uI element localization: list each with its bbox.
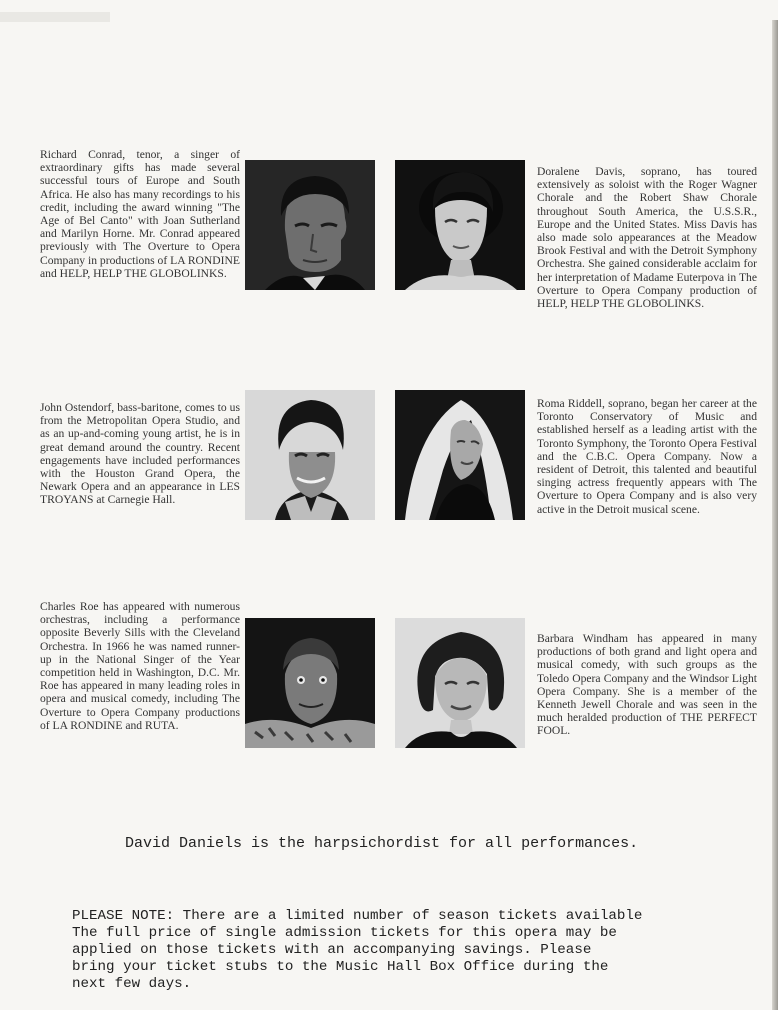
bio-barbara-windham: Barbara Windham has appeared in many productions of both grand and light opera and musical comedy, with such groups as the Toledo Opera Company and the Windsor Light Opera Company. She is a member of the Kenneth Jewell Chorale and was seen in the much heralded production of THE PERFECT FOOL. [537, 632, 757, 738]
please-note-paragraph: PLEASE NOTE: There are a limited number of season tickets available The full price of single admission tickets for this opera may be applied on those tickets with an accompanying savings. Please bring your ticket stubs to the Music Hall Box Office during the next few days. [72, 908, 643, 992]
page-edge-shadow [772, 20, 778, 1010]
photo-roma-riddell [395, 390, 525, 520]
photo-richard-conrad [245, 160, 375, 290]
photo-charles-roe [245, 618, 375, 748]
bio-richard-conrad: Richard Conrad, tenor, a singer of extraordinary gifts has made several successful tours of Europe and South Africa. He also has many recordings to his credit, including the award winning "The Age of Bel Canto" with Joan Sutherland and Marilyn Horne. Mr. Conrad appeared previously with The Overture to Opera Company in productions of LA RONDINE and HELP, HELP THE GLOBOLINKS. [40, 148, 240, 280]
scan-smudge [0, 12, 110, 22]
photo-barbara-windham [395, 618, 525, 748]
bio-doralene-davis: Doralene Davis, soprano, has toured extensively as soloist with the Roger Wagner Chorale and the Robert Shaw Chorale throughout South America, the U.S.S.R., Europe and the United States. Miss Davis has also made solo appearances at the Meadow Brook Festival and with the Detroit Symphony Orchestra. She gained considerable acclaim for her interpretation of Madame Euterpova in The Overture to Opera Company production of HELP, HELP THE GLOBOLINKS. [537, 165, 757, 311]
photo-john-ostendorf [245, 390, 375, 520]
bio-roma-riddell: Roma Riddell, soprano, began her career at the Toronto Conservatory of Music and established herself as a leading artist with the Toronto Symphony, the Toronto Opera Festival and the C.B.C. Opera Company. Now a resident of Detroit, this talented and beautiful singing actress frequently appears with The Overture to Opera Company and is also very active in the Detroit musical scene. [537, 397, 757, 516]
bio-john-ostendorf: John Ostendorf, bass-baritone, comes to us from the Metropolitan Opera Studio, and as an up-and-coming young artist, he is in great demand around the country. Recent engagements have included performances with the Houston Grand Opera, the Newark Opera and an appearance in LES TROYANS at Carnegie Hall. [40, 401, 240, 507]
bio-charles-roe: Charles Roe has appeared with numerous orchestras, including a performance opposite Beverly Sills with the Cleveland Orchestra. In 1966 he was named runner-up in the National Singer of the Year competition held in Washington, D.C. Mr. Roe has appeared in many leading roles in opera and musical comedy, including The Overture to Opera Company productions of LA RONDINE and RUTA. [40, 600, 240, 732]
photo-doralene-davis [395, 160, 525, 290]
harpsichordist-note: David Daniels is the harpsichordist for all performances. [125, 835, 639, 852]
